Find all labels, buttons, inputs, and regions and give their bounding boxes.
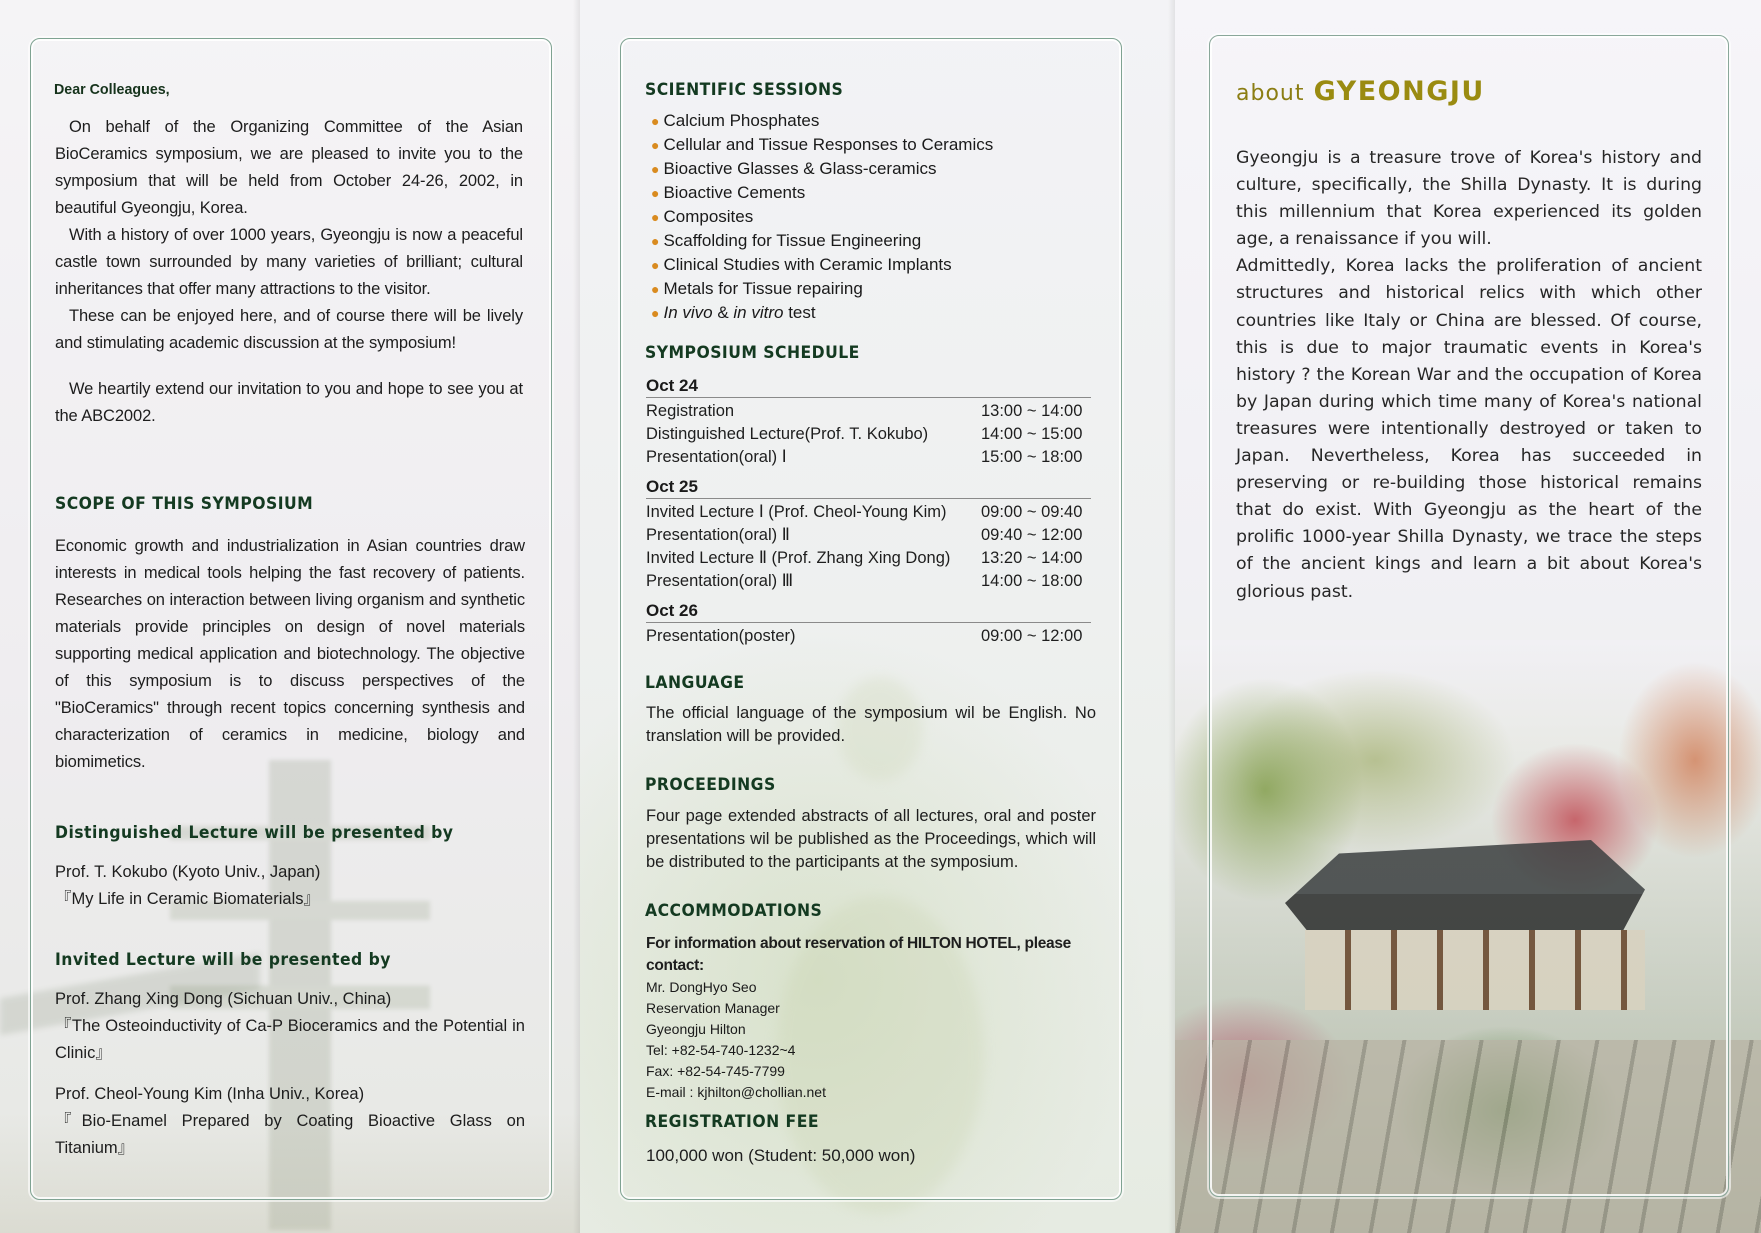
scope-text: Economic growth and industrialization in Asian countries draw interests in medical tools helping the fast recovery of patients. Researches on interaction between living organism and synthetic materials provide principles on design of novel materials supporting medical application and biotechnology. The objective of this symposium is to discuss perspectives of the "BioCeramics" through recent topics concerning synthesis and characterization of ceramics in medicine, biology and biomimetics. (55, 537, 525, 771)
invited-speaker: Prof. Zhang Xing Dong (Sichuan Univ., China) (55, 990, 392, 1008)
distinguished-title: 『My Life in Ceramic Biomaterials』 (55, 890, 320, 908)
schedule-day-oct25 (646, 477, 1091, 593)
accommodations-intro: For information about reservation of HILTON HOTEL, please contact: (646, 935, 1071, 974)
about-title (1236, 76, 1485, 107)
table-row: Invited Lecture Ⅰ (Prof. Cheol-Young Kim) 09:00 ~ 09:40 (646, 503, 1083, 521)
fee-text: 100,000 won (Student: 50,000 won) (646, 1146, 916, 1165)
list-item: ● Scaffolding for Tissue Engineering (651, 231, 922, 250)
contact-name: Mr. DongHyo Seo (646, 979, 757, 995)
about-title-prefix: about (1236, 81, 1305, 106)
accommodations-contact (646, 933, 1116, 1103)
table-row: Presentation(oral) Ⅰ 15:00 ~ 18:00 (646, 448, 1083, 466)
proceedings-heading: PROCEEDINGS (645, 775, 776, 795)
schedule-day-oct26 (646, 601, 1091, 648)
contact-hotel: Gyeongju Hilton (646, 1021, 746, 1037)
letter-closing (55, 376, 523, 430)
distinguished-lecture (55, 859, 525, 913)
language-text: The official language of the symposium wil be English. No translation will be provided. (646, 704, 1096, 745)
list-item: ● Bioactive Cements (651, 183, 806, 202)
panel-about (1175, 0, 1761, 1233)
contact-tel: Tel: +82-54-740-1232~4 (646, 1042, 796, 1058)
schedule-day-label: Oct 24 (646, 376, 1091, 398)
about-paragraph: Gyeongju is a treasure trove of Korea's history and culture, specifically, the Shilla Dynasty. It is during this millennium that Korea experienced its golden age, a renaissance if you will. (1236, 148, 1702, 250)
invited-lecture-2 (55, 1081, 525, 1162)
invited-heading: Invited Lecture will be presented by (55, 950, 391, 970)
table-row: Invited Lecture Ⅱ (Prof. Zhang Xing Dong) 13:20 ~ 14:00 (646, 549, 1083, 567)
panel-program (580, 0, 1175, 1233)
sessions-list (651, 109, 993, 325)
contact-role: Reservation Manager (646, 1000, 780, 1016)
contact-email: E-mail : kjhilton@chollian.net (646, 1084, 826, 1100)
schedule-heading: SYMPOSIUM SCHEDULE (645, 343, 860, 363)
letter-paragraph: With a history of over 1000 years, Gyeongju is now a peaceful castle town surrounded by many varieties of brilliant; cultural inheritances that offer many attractions to the visitor. (55, 226, 523, 298)
table-row: Presentation(oral) Ⅱ 09:40 ~ 12:00 (646, 526, 1083, 544)
invited-title: 『The Osteoinductivity of Ca-P Bioceramics and the Potential in Clinic』 (55, 1017, 525, 1062)
list-item: ● Metals for Tissue repairing (651, 279, 863, 298)
letter-paragraph: These can be enjoyed here, and of course there will be lively and stimulating academic discussion at the symposium! (55, 307, 523, 352)
table-row: Presentation(poster) 09:00 ~ 12:00 (646, 627, 1083, 645)
about-paragraph: Admittedly, Korea lacks the proliferation of ancient structures and historical relics with which other countries like Italy or China are blessed. Of course, this is due to major traumatic events in Korea's history ? the Korean War and the occupation of Korea by Japan during which time many of Korea's national treasures were intentionally destroyed or taken to Japan. Nevertheless, Korea has succeeded in preserving or re-building those historical remains that do exist. With Gyeongju as the heart of the prolific 1000-year Shilla Dynasty, we trace the steps of the ancient kings and learn a bit about Korea's glorious past. (1236, 256, 1702, 602)
list-item: ● Clinical Studies with Ceramic Implants (651, 255, 952, 274)
table-row: Presentation(oral) Ⅲ 14:00 ~ 18:00 (646, 572, 1083, 590)
panel-invitation (0, 0, 580, 1233)
accommodations-heading: ACCOMMODATIONS (645, 901, 823, 921)
invitation-letter (55, 114, 523, 357)
schedule-day-label: Oct 26 (646, 601, 1091, 623)
about-text (1236, 145, 1702, 606)
schedule-day-oct24 (646, 376, 1091, 469)
proceedings-text: Four page extended abstracts of all lectures, oral and poster presentations wil be published as the Proceedings, which will be distributed to the participants at the symposium. (646, 807, 1096, 871)
distinguished-heading: Distinguished Lecture will be presented by (55, 823, 454, 843)
invited-speaker: Prof. Cheol-Young Kim (Inha Univ., Korea) (55, 1085, 365, 1103)
invited-title: 『Bio-Enamel Prepared by Coating Bioactive Glass on Titanium』 (55, 1112, 525, 1157)
scope-heading: SCOPE OF THIS SYMPOSIUM (55, 494, 314, 514)
list-item: ● Cellular and Tissue Responses to Ceramics (651, 135, 994, 154)
invited-lecture-1 (55, 986, 525, 1067)
contact-fax: Fax: +82-54-745-7799 (646, 1063, 785, 1079)
letter-closing-text: We heartily extend our invitation to you and hope to see you at the ABC2002. (55, 380, 523, 425)
list-item: ● Calcium Phosphates (651, 111, 820, 130)
list-item: ● In vivo & in vitro test (651, 303, 816, 322)
fee-heading: REGISTRATION FEE (645, 1112, 819, 1132)
letter-paragraph: On behalf of the Organizing Committee of the Asian BioCeramics symposium, we are pleased to invite you to the symposium that will be held from October 24-26, 2002, in beautiful Gyeongju, Korea. (55, 118, 523, 217)
sessions-heading: SCIENTIFIC SESSIONS (645, 80, 844, 100)
language-heading: LANGUAGE (645, 673, 745, 693)
salutation: Dear Colleagues, (54, 81, 170, 98)
about-title-main: GYEONGJU (1313, 76, 1485, 107)
schedule-day-label: Oct 25 (646, 477, 1091, 499)
table-row: Registration 13:00 ~ 14:00 (646, 402, 1083, 420)
list-item: ● Composites (651, 207, 754, 226)
distinguished-speaker: Prof. T. Kokubo (Kyoto Univ., Japan) (55, 863, 321, 881)
list-item: ● Bioactive Glasses & Glass-ceramics (651, 159, 937, 178)
table-row: Distinguished Lecture(Prof. T. Kokubo) 14:00 ~ 15:00 (646, 425, 1083, 443)
